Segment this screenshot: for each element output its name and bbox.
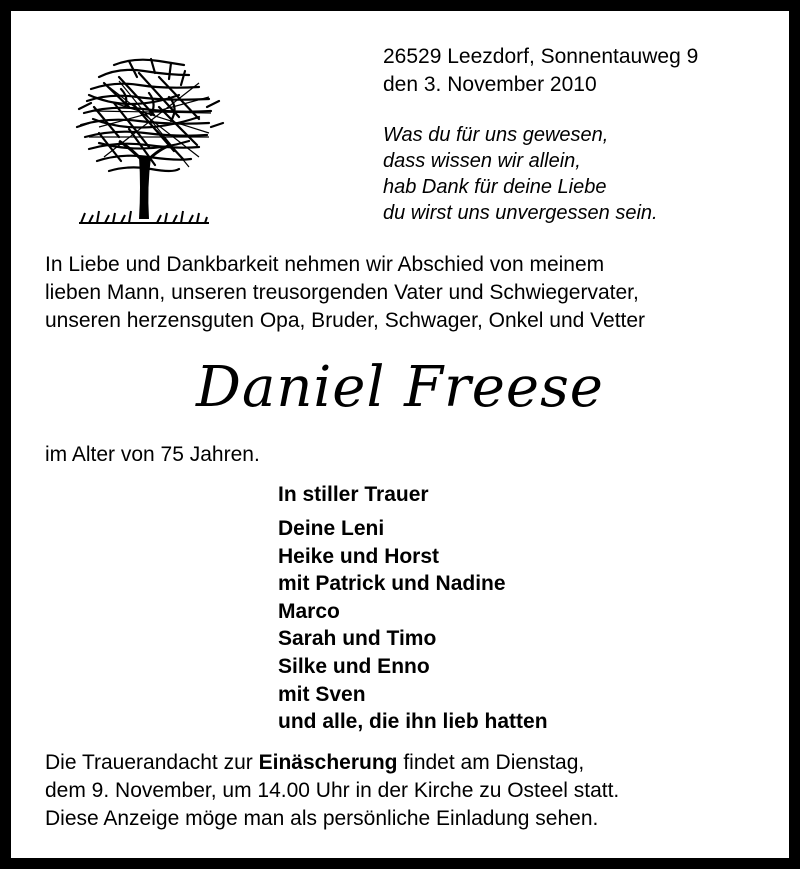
- intro-line: unseren herzensguten Opa, Bruder, Schwager, Onkel und Vetter: [45, 309, 646, 332]
- poem-line: du wirst uns unvergessen sein.: [383, 202, 658, 224]
- family-member: Heike und Horst: [278, 544, 440, 568]
- family-member: mit Patrick und Nadine: [278, 572, 506, 596]
- funeral-notice: [45, 749, 619, 833]
- address-line: 26529 Leezdorf, Sonnentauweg 9: [383, 45, 699, 68]
- intro-line: In Liebe und Dankbarkeit nehmen wir Abschied von meinem: [45, 253, 605, 276]
- family-member: Silke und Enno: [278, 654, 430, 678]
- notice-line: [45, 749, 619, 777]
- deceased-name: Daniel Freese: [196, 355, 604, 420]
- notice-text: findet am Dienstag,: [397, 751, 585, 774]
- age-line: im Alter von 75 Jahren.: [45, 443, 260, 466]
- notice-text: Die Trauerandacht zur: [45, 751, 259, 774]
- date-line: den 3. November 2010: [383, 73, 597, 96]
- address-block: [383, 43, 698, 99]
- poem: [383, 122, 658, 226]
- notice-line: dem 9. November, um 14.00 Uhr in der Kirche zu Osteel statt.: [45, 779, 620, 802]
- family-member: Marco: [278, 599, 340, 623]
- poem-line: dass wissen wir allein,: [383, 150, 581, 172]
- obituary-card: [11, 11, 789, 858]
- poem-line: Was du für uns gewesen,: [383, 124, 609, 146]
- family-member: mit Sven: [278, 682, 366, 706]
- poem-line: hab Dank für deine Liebe: [383, 176, 607, 198]
- tree-icon: [59, 37, 229, 237]
- notice-emphasis: Einäscherung: [258, 751, 398, 774]
- family-member: und alle, die ihn lieb hatten: [278, 710, 548, 734]
- family-list: [278, 515, 548, 736]
- intro-text: [45, 251, 785, 335]
- mourning-heading: In stiller Trauer: [278, 483, 429, 506]
- notice-line: Diese Anzeige möge man als persönliche Einladung sehen.: [45, 807, 599, 830]
- family-member: Deine Leni: [278, 517, 385, 540]
- family-member: Sarah und Timo: [278, 627, 437, 651]
- intro-line: lieben Mann, unseren treusorgenden Vater und Schwiegervater,: [45, 281, 639, 304]
